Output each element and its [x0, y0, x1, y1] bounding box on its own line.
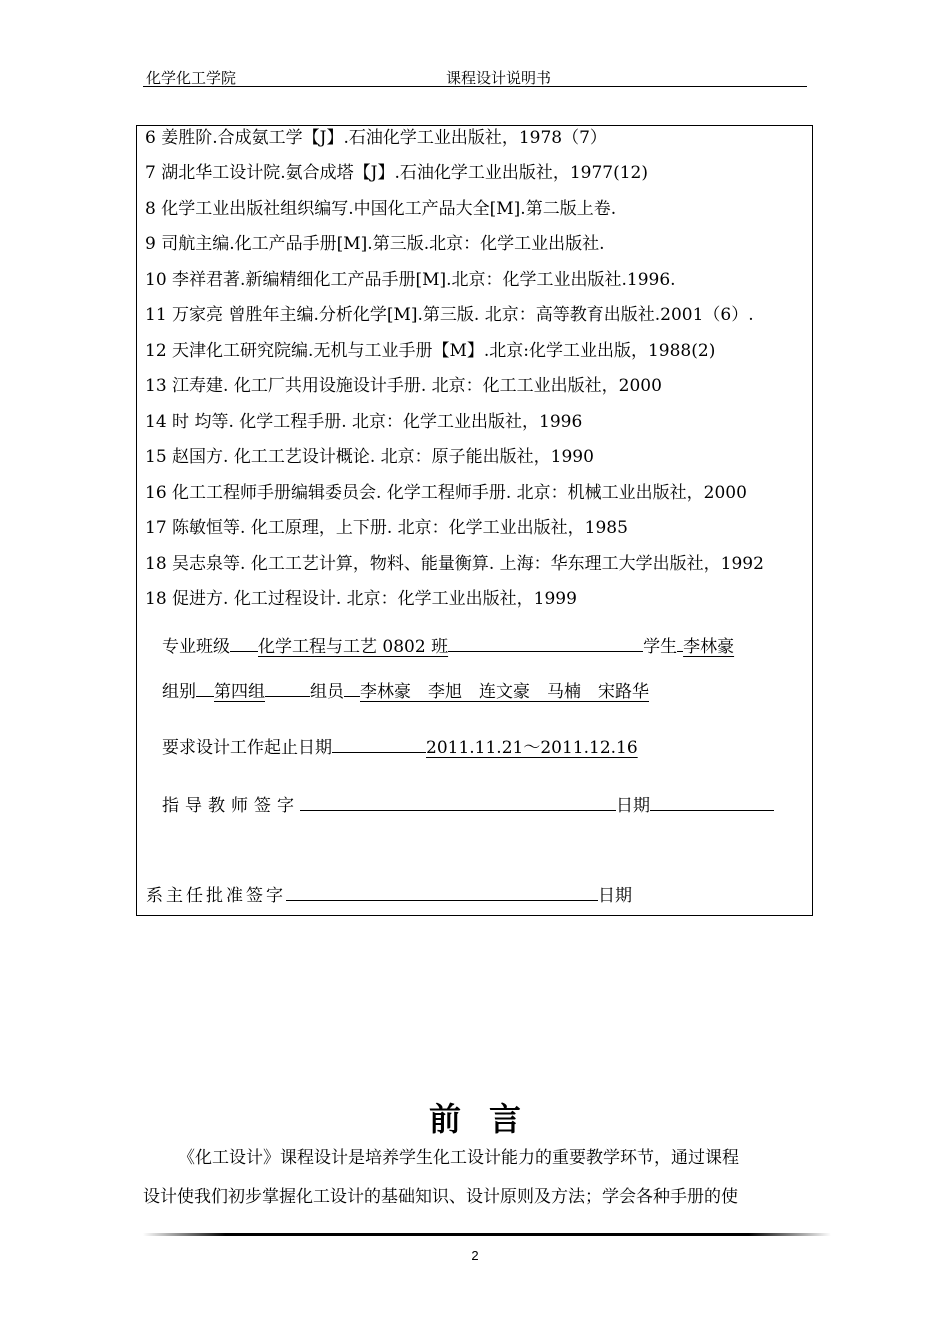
- teacher-sign-label: 指导教师签字: [162, 796, 300, 816]
- preface-title: 前言: [428, 1100, 549, 1138]
- footer-divider: [143, 1233, 831, 1236]
- group-fill-trail: [265, 678, 310, 697]
- class-value: 化学工程与工艺 0802 班: [258, 637, 449, 657]
- reference-item: 12 天津化工研究院编.无机与工业手册【M】.北京:化学工业出版，1988(2): [145, 341, 716, 361]
- date-range-row: [162, 734, 638, 760]
- dept-date-label: 日期: [598, 886, 632, 906]
- reference-item: 14 时 均等. 化学工程手册. 北京：化学工业出版社，1996: [145, 412, 583, 432]
- page-number: 2: [471, 1248, 479, 1263]
- group-members-row: [162, 678, 649, 704]
- class-student-row: [162, 633, 734, 659]
- class-fill-trail: [448, 633, 643, 652]
- reference-item: 7 湖北华工设计院.氨合成塔【J】.石油化学工业出版社，1977(12): [145, 163, 649, 183]
- reference-item: 10 李祥君著.新编精细化工产品手册[M].北京：化学工业出版社.1996.: [145, 270, 676, 290]
- date-range-value: 2011.11.21～2011.12.16: [426, 738, 638, 758]
- date-range-label: 要求设计工作起止日期: [162, 738, 332, 758]
- teacher-date-label: 日期: [616, 796, 650, 816]
- student-value: 李林豪: [683, 637, 735, 657]
- reference-item: 6 姜胜阶.合成氨工学【J】.石油化学工业出版社，1978（7）: [145, 128, 607, 148]
- members-value: 李林豪 李旭 连文豪 马楠 宋路华: [360, 682, 649, 702]
- reference-item: 15 赵国方. 化工工艺设计概论. 北京：原子能出版社，1990: [145, 447, 594, 467]
- members-fill-lead: [344, 678, 360, 697]
- reference-item: 8 化学工业出版社组织编写.中国化工产品大全[M].第二版上卷.: [145, 199, 617, 219]
- reference-item: 13 江寿建. 化工厂共用设施设计手册. 北京：化工工业出版社，2000: [145, 376, 662, 396]
- reference-item: 18 促进方. 化工过程设计. 北京：化学工业出版社，1999: [145, 589, 577, 609]
- members-label: 组员: [310, 682, 344, 702]
- student-label: 学生: [643, 637, 678, 657]
- preface-paragraph-line: 设计使我们初步掌握化工设计的基础知识、设计原则及方法；学会各种手册的使: [143, 1187, 738, 1207]
- date-range-fill-lead: [332, 734, 426, 753]
- teacher-date-field[interactable]: [650, 792, 774, 811]
- dept-sign-row: [146, 882, 632, 908]
- reference-item: 11 万家亮 曾胜年主编.分析化学[M].第三版. 北京：高等教育出版社.2001（6）.: [145, 305, 754, 325]
- group-fill-lead: [196, 678, 214, 697]
- reference-item: 18 吴志泉等. 化工工艺计算，物料、能量衡算. 上海：华东理工大学出版社，1992: [145, 554, 764, 574]
- teacher-sign-row: [162, 792, 774, 818]
- class-label: 专业班级: [162, 637, 230, 657]
- header-doc-title: 课程设计说明书: [446, 69, 552, 87]
- preface-paragraph-line: 《化工设计》课程设计是培养学生化工设计能力的重要教学环节，通过课程: [178, 1148, 739, 1168]
- dept-sign-label: 系主任批准签字: [146, 886, 286, 906]
- reference-item: 16 化工工程师手册编辑委员会. 化学工程师手册. 北京：机械工业出版社，2000: [145, 483, 747, 503]
- class-fill-lead: [230, 633, 258, 652]
- header-college: 化学化工学院: [146, 69, 237, 87]
- reference-item: 9 司航主编.化工产品手册[M].第三版.北京：化学工业出版社.: [145, 234, 605, 254]
- header-divider: [143, 86, 807, 87]
- group-value: 第四组: [214, 682, 265, 702]
- teacher-sign-field[interactable]: [300, 792, 616, 811]
- dept-sign-field[interactable]: [286, 882, 598, 901]
- group-label: 组别: [162, 682, 196, 702]
- reference-item: 17 陈敏恒等. 化工原理，上下册. 北京：化学工业出版社，1985: [145, 518, 628, 538]
